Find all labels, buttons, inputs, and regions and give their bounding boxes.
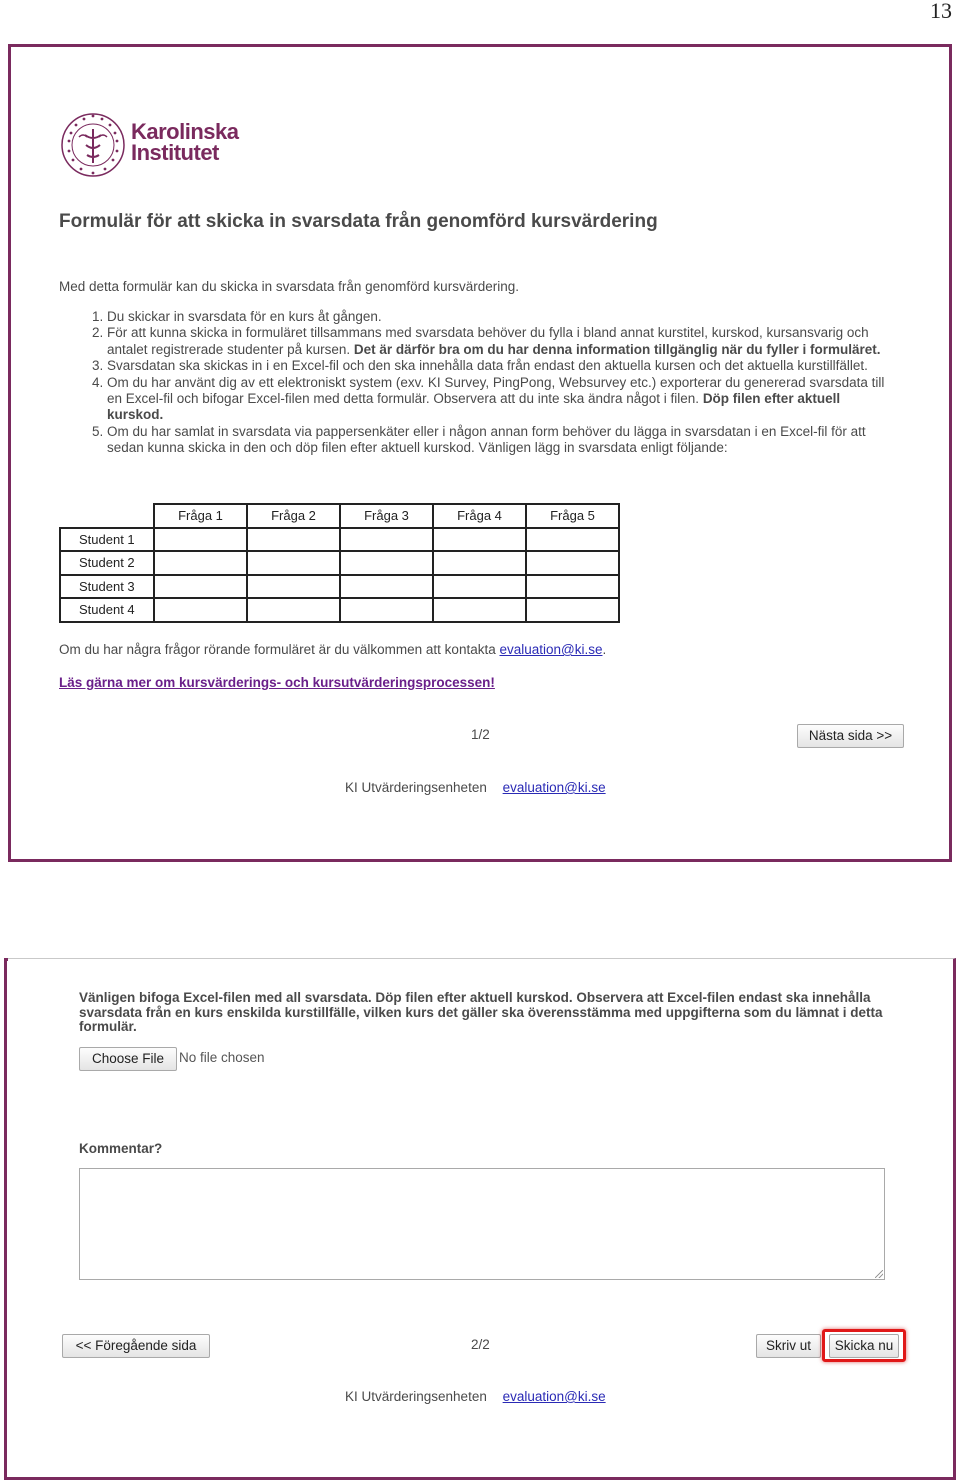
page-indicator: 2/2 (471, 1337, 490, 1352)
logo-line-2: Institutet (131, 140, 219, 165)
form-page-1 (8, 44, 952, 862)
instruction-step: 4. Om du har använt dig av ett elektroniskt system (exv. KI Survey, PingPong, Websurvey etc.) exporterar du genererad svarsdata till en Excel-fil och bifogar Excel-filen med detta formulär. Observera att du inte ska ändra något i filen. Döp filen efter aktuell kurskod. (107, 375, 897, 424)
comment-textarea[interactable] (79, 1168, 885, 1280)
page-indicator: 1/2 (471, 727, 490, 742)
contact-email-link[interactable]: evaluation@ki.se (499, 642, 603, 657)
choose-file-button[interactable]: Choose File (79, 1047, 177, 1071)
send-highlight (822, 1329, 906, 1362)
column-header: Fråga 2 (247, 504, 340, 528)
instructions-list (67, 309, 897, 457)
footer-org: KI Utvärderingsenheten (345, 1389, 487, 1404)
document-page-number: 13 (930, 0, 952, 23)
table-row (60, 551, 619, 575)
table-row (60, 528, 619, 552)
logo-line-1: Karolinska (131, 119, 239, 144)
row-header: Student 2 (60, 551, 154, 575)
form-intro: Med detta formulär kan du skicka in svarsdata från genomförd kursvärdering. (59, 279, 519, 294)
row-header: Student 3 (60, 575, 154, 599)
footer-email-link[interactable]: evaluation@ki.se (502, 780, 606, 795)
form-page-2 (4, 958, 956, 1480)
column-header: Fråga 3 (340, 504, 433, 528)
karolinska-seal-icon (59, 111, 127, 179)
instruction-step: 2. För att kunna skicka in formuläret tillsammans med svarsdata behöver du fylla i bland annat kurstitel, kurskod, kursansvarig och antalet registrerade studenter på kursen. Det är därför bra om du har denna information tillgänglig när du fyller i formuläret. (107, 325, 897, 358)
footer (345, 1389, 606, 1404)
print-button[interactable]: Skriv ut (756, 1334, 821, 1358)
contact-line: Om du har några frågor rörande formuläret är du välkommen att kontakta evaluation@ki.se. (59, 642, 607, 657)
column-header: Fråga 1 (154, 504, 247, 528)
attach-instructions: Vänligen bifoga Excel-filen med all svarsdata. Döp filen efter aktuell kurskod. Observera att Excel-filen endast ska innehålla svarsdata från en kurs enskilda kurstillfälle, vilken kurs det gäller ska överensstämma med uppgifterna som du lämnat i detta formulär. (79, 990, 883, 1034)
footer (345, 780, 606, 795)
footer-email-link[interactable]: evaluation@ki.se (502, 1389, 606, 1404)
previous-page-button[interactable]: << Föregående sida (62, 1334, 210, 1358)
resize-grip-icon[interactable] (875, 1270, 883, 1278)
form-title: Formulär för att skicka in svarsdata från genomförd kursvärdering (59, 211, 658, 232)
karolinska-logo (59, 111, 239, 181)
table-header-row (60, 504, 619, 528)
next-page-button[interactable]: Nästa sida >> (797, 724, 904, 748)
example-data-table (59, 503, 620, 623)
row-header: Student 4 (60, 598, 154, 622)
column-header: Fråga 4 (433, 504, 526, 528)
comment-label: Kommentar? (79, 1141, 163, 1156)
file-status: No file chosen (179, 1050, 265, 1065)
column-header: Fråga 5 (526, 504, 619, 528)
table-row (60, 598, 619, 622)
instruction-step: 1. Du skickar in svarsdata för en kurs åt gången. (107, 309, 897, 325)
send-now-button[interactable]: Skicka nu (829, 1334, 899, 1358)
table-row (60, 575, 619, 599)
footer-org: KI Utvärderingsenheten (345, 780, 487, 795)
row-header: Student 1 (60, 528, 154, 552)
instruction-step: 3. Svarsdatan ska skickas in i en Excel-fil och den ska innehålla data från endast den aktuella kursen och det aktuella kurstillfället. (107, 358, 897, 374)
instruction-step: 5. Om du har samlat in svarsdata via pappersenkäter eller i någon annan form behöver du lägga in svarsdatan i en Excel-fil för att sedan kunna skicka in den och döp filen efter aktuell kurskod. Vänligen lägg in svarsdata enligt följande: (107, 424, 897, 457)
read-more-link[interactable]: Läs gärna mer om kursvärderings- och kursutvärderingsprocessen! (59, 675, 495, 690)
